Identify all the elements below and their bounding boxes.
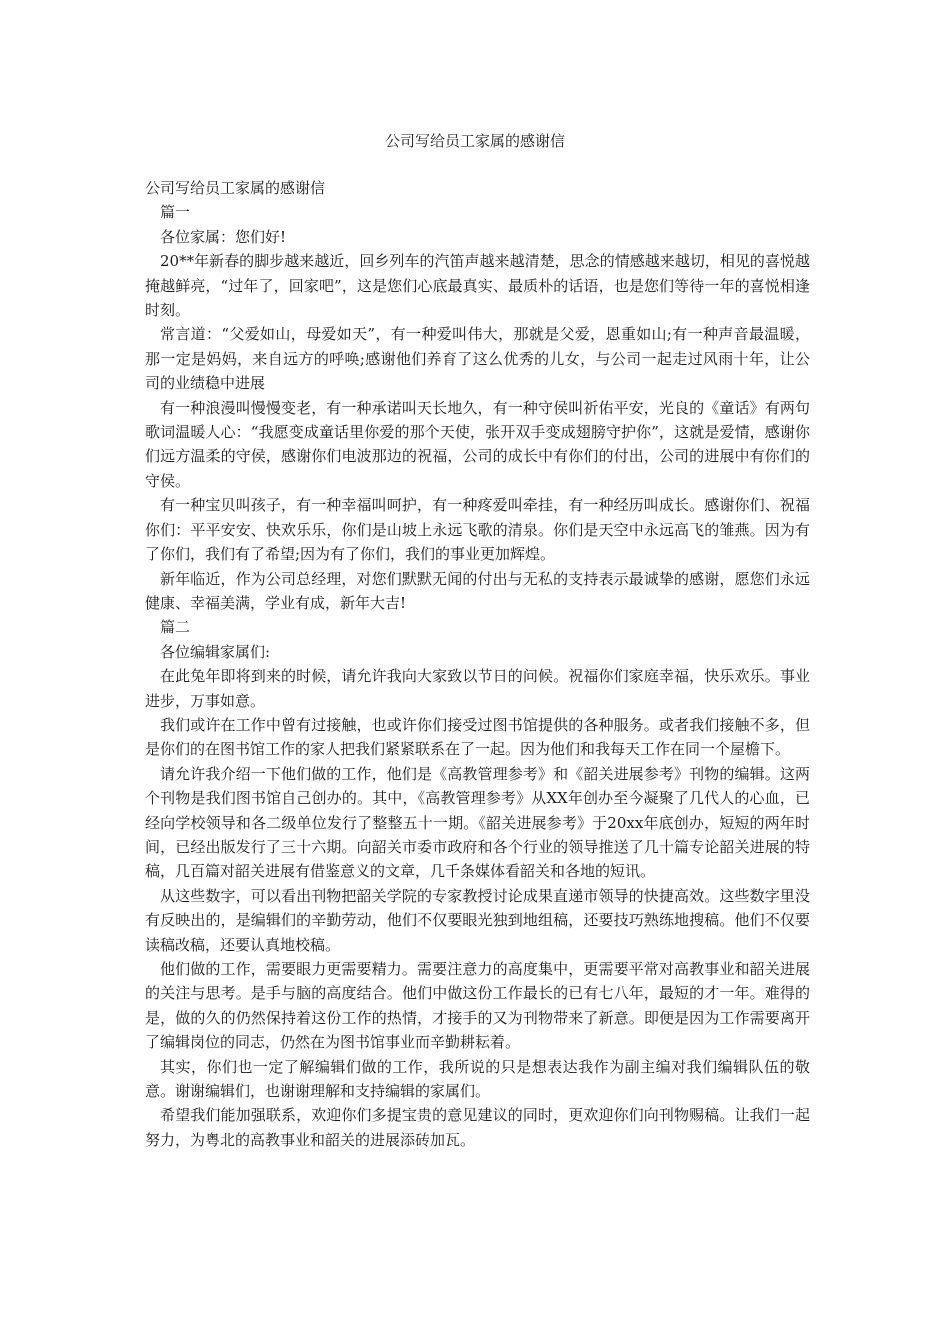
paragraph: 各位编辑家属们:	[160, 642, 271, 661]
paragraph: 20**年新春的脚步越来越近，回乡列车的汽笛声越来越清楚，思念的情感越来越切，相见的喜悦越掩越鲜亮，“过年了，回家吧”，这是您们心底最真实、最质朴的话语，也是您们等待一年的喜悦相逢时刻。	[145, 252, 810, 320]
paragraph: 新年临近，作为公司总经理，对您们默默无闻的付出与无私的支持表示最诚挚的感谢，愿您们永远健康、幸福美满，学业有成，新年大吉!	[145, 569, 810, 612]
paragraph: 有一种浪漫叫慢慢变老，有一种承诺叫天长地久，有一种守侯叫祈佑平安，光良的《童话》有两句歌词温暖人心：“我愿变成童话里你爱的那个天使，张开双手变成翅膀守护你”，这就是爱情，感谢你们远方温柔的守侯，感谢你们电波那边的祝福，公司的成长中有你们的付出，公司的进展中有你们的守侯。	[145, 398, 810, 490]
paragraph: 希望我们能加强联系，欢迎你们多提宝贵的意见建议的同时，更欢迎你们向刊物赐稿。让我们一起努力，为粤北的高教事业和韶关的进展添砖加瓦。	[145, 1106, 810, 1149]
paragraph: 常言道：“父爱如山，母爱如天”，有一种爱叫伟大，那就是父爱，恩重如山;有一种声音最温暖，那一定是妈妈，来自远方的呼唤;感谢他们养育了这么优秀的儿女，与公司一起走过风雨十年，让公司的业绩稳中进展	[145, 325, 810, 393]
paragraph: 其实，你们也一定了解编辑们做的工作，我所说的只是想表达我作为副主编对我们编辑队伍的敬意。谢谢编辑们，也谢谢理解和支持编辑的家属们。	[145, 1057, 810, 1101]
paragraph: 在此兔年即将到来的时候，请允许我向大家致以节日的问候。祝福你们家庭幸福，快乐欢乐。事业进步，万事如意。	[145, 667, 810, 710]
paragraph: 我们或许在工作中曾有过接触，也或许你们接受过图书馆提供的各种服务。或者我们接触不多，但是你们的在图书馆工作的家人把我们紧紧联系在了一起。因为他们和我每天工作在同一个屋檐下。	[145, 715, 810, 759]
document-subtitle: 公司写给员工家属的感谢信	[145, 179, 326, 197]
paragraph: 从这些数字，可以看出刊物把韶关学院的专家教授讨论成果直递市领导的快捷高效。这些数字里没有反映出的，是编辑们的辛勤劳动，他们不仅要眼光独到地组稿，还要技巧熟练地搜稿。他们不仅要读稿改稿，还要认真地校稿。	[145, 886, 810, 954]
paragraph: 请允许我介绍一下他们做的工作，他们是《高教管理参考》和《韶关进展参考》刊物的编辑。这两个刊物是我们图书馆自己创办的。其中，《高教管理参考》从XX年创办至今凝聚了几代人的心血，已经向学校领导和各二级单位发行了整整五十一期。《韶关进展参考》于20xx年底创办，短短的两年时间，已经出版发行了三十六期。向韶关市委市政府和各个行业的领导推送了几十篇专论韶关进展的特稿，几百篇对韶关进展有借鉴意义的文章，几千条媒体看韶关和各地的短讯。	[145, 764, 810, 881]
section-heading-1: 篇一	[160, 203, 191, 222]
paragraph: 各位家属：您们好!	[160, 227, 287, 246]
section-heading-2: 篇二	[160, 618, 191, 637]
paragraph: 他们做的工作，需要眼力更需要精力。需要注意力的高度集中，更需要平常对高教事业和韶关进展的关注与思考。是手与脑的高度结合。他们中做这份工作最长的已有七八年，最短的才一年。难得的是，做的久的仍然保持着这份工作的热情，才接手的又为刊物带来了新意。即便是因为工作需要离开了编辑岗位的同志，仍然在为图书馆事业而辛勤耕耘着。	[145, 960, 810, 1052]
document-title: 公司写给员工家属的感谢信	[384, 132, 565, 150]
document-body	[145, 176, 810, 1152]
paragraph: 有一种宝贝叫孩子，有一种幸福叫呵护，有一种疼爱叫牵挂，有一种经历叫成长。感谢你们、祝福你们：平平安安、快欢乐乐，你们是山坡上永远飞歌的清泉。你们是天空中永远高飞的雏燕。因为有了你们，我们有了希望;因为有了你们，我们的事业更加辉煌。	[145, 496, 810, 564]
